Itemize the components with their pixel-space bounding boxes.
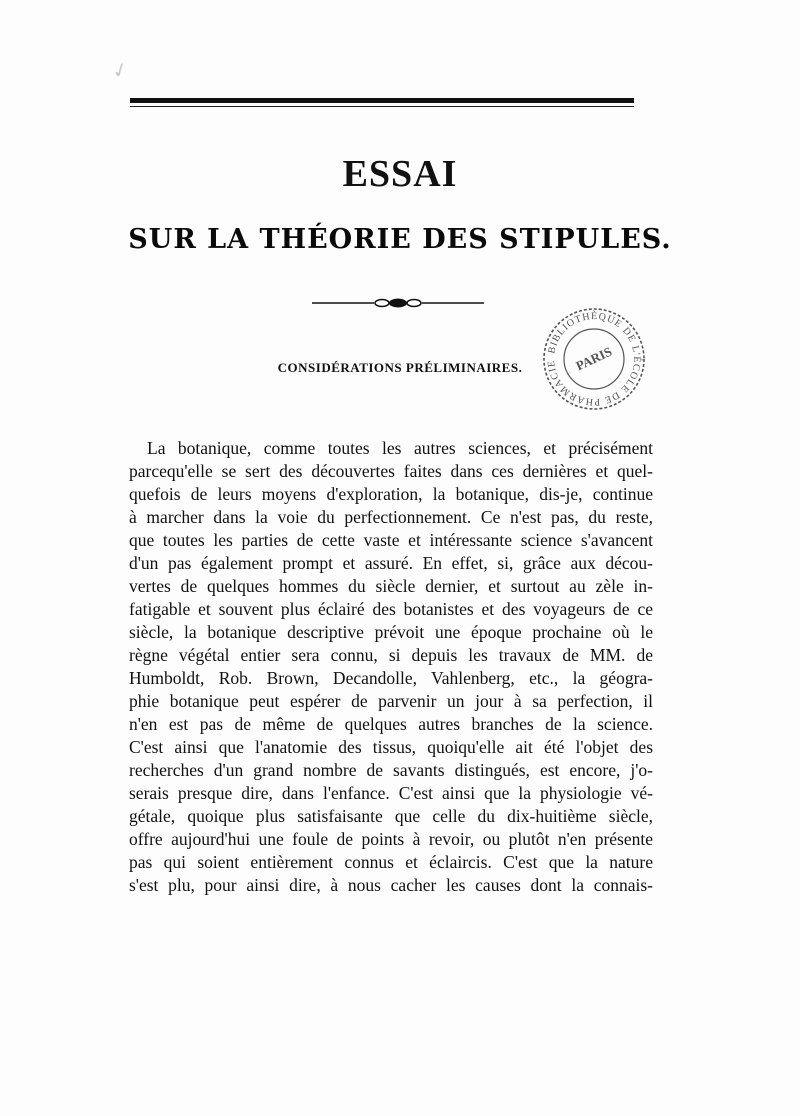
page-subtitle: SUR LA THÉORIE DES STIPULES. [128,224,672,255]
corner-pencil-mark: ✓ [108,57,133,85]
body-line: Humboldt, Rob. Brown, Decandolle, Vahlenberg, etc., la géogra- [129,668,653,688]
library-stamp [538,303,650,415]
page-title: ESSAI [342,153,458,195]
body-line: pas qui soient entièrement connus et éclaircis. C'est que la nature [129,852,653,872]
body-line: n'en est pas de même de quelques autres branches de la science. [129,714,653,734]
body-line: offre aujourd'hui une foule de points à revoir, ou plutôt n'en présente [129,829,653,849]
body-line: vertes de quelques hommes du siècle dernier, et surtout au zèle in- [129,576,653,596]
body-line: parcequ'elle se sert des découvertes faites dans ces dernières et quel- [129,461,653,481]
body-line: C'est ainsi que l'anatomie des tissus, quoiqu'elle ait été l'objet des [129,737,653,757]
body-line: règne végétal entier sera connu, si depuis les travaux de MM. de [129,645,653,665]
body-line: phie botanique peut espérer de parvenir un jour à sa perfection, il [129,691,653,711]
body-line: quefois de leurs moyens d'exploration, la botanique, dis-je, continue [129,484,653,504]
body-line: recherches d'un grand nombre de savants distingués, est encore, j'o- [129,760,653,780]
body-line: à marcher dans la voie du perfectionnement. Ce n'est pas, du reste, [129,507,653,527]
stamp-outer-text: BIBLIOTHÈQUE DE L'ÉCOLE DE PHARMACIE [545,310,643,408]
ornament-divider [312,296,484,310]
body-paragraph [129,437,653,897]
stamp-center-text: PARIS [573,343,615,374]
body-line: s'est plu, pour ainsi dire, à nous cacher les causes dont la connais- [129,875,653,895]
body-line: siècle, la botanique descriptive prévoit une époque prochaine où le [129,622,653,642]
body-line: serais presque dire, dans l'enfance. C'est ainsi que la physiologie vé- [129,783,653,803]
body-line: fatigable et souvent plus éclairé des botanistes et des voyageurs de ce [129,599,653,619]
body-line: d'un pas également prompt et assuré. En effet, si, grâce aux décou- [129,553,653,573]
body-line: La botanique, comme toutes les autres sciences, et précisément [147,438,653,458]
body-line: que toutes les parties de cette vaste et intéressante science s'avancent [129,530,653,550]
body-line: gétale, quoique plus satisfaisante que celle du dix-huitième siècle, [129,806,653,826]
section-heading: CONSIDÉRATIONS PRÉLIMINAIRES. [277,360,523,375]
header-double-rule [130,98,634,103]
